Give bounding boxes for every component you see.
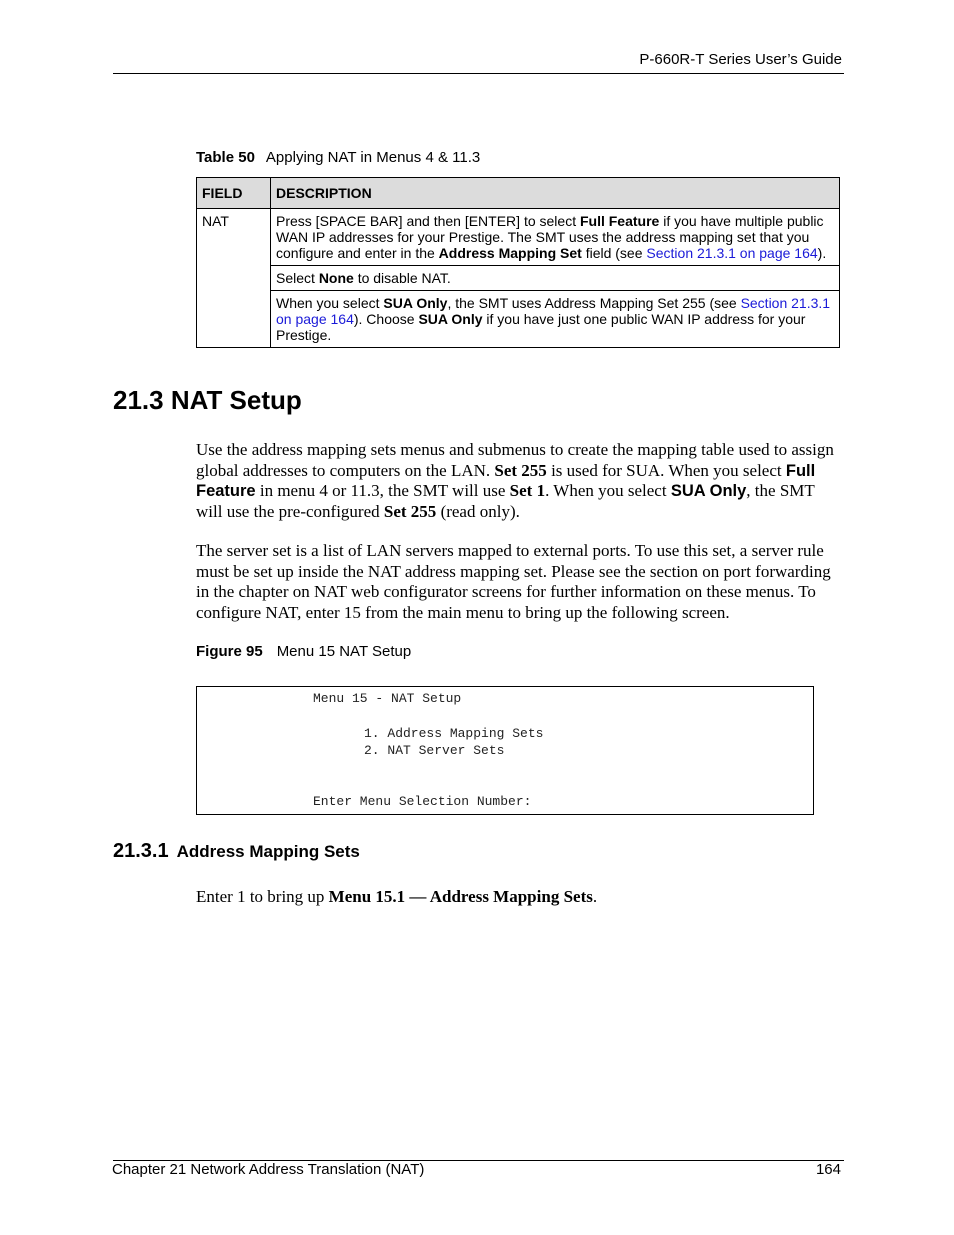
text: if you have multiple public WAN IP addresses for your Prestige. The SMT uses the address mapping set that you configure and enter in the [276, 213, 824, 261]
text: in menu 4 or 11.3, the SMT will use [255, 481, 510, 500]
paragraph-enter [196, 887, 844, 908]
column-header-field: FIELD [197, 178, 271, 209]
menu-item-nat-server-sets: 2. NAT Server Sets [364, 743, 505, 758]
text: to disable NAT. [353, 270, 451, 286]
paragraph-server-set: The server set is a list of LAN servers mapped to external ports. To use this set, a server rule must be set up inside the NAT address mapping set. Please see the section on port forwarding in the chapter on NAT web configurator screens for further information on these menus. To configure NAT, enter 15 from the main menu to bring up the following screen. [196, 541, 831, 622]
text: Press [SPACE BAR] and then [ENTER] to select [276, 213, 580, 229]
field-cell: NAT [197, 209, 271, 348]
description-cell [271, 291, 840, 348]
menu-screen [196, 686, 814, 815]
table-caption [196, 149, 480, 166]
text: Enter 1 to bring up [196, 887, 329, 906]
bold-term: Full Feature [579, 213, 660, 229]
paragraph-intro [196, 440, 844, 522]
bold-term: SUA Only [670, 482, 747, 500]
text: , the SMT uses Address Mapping Set 255 (see [447, 295, 741, 311]
figure-caption [196, 643, 411, 660]
text: Select [276, 270, 319, 286]
subsection-title: Address Mapping Sets [176, 842, 360, 861]
bold-term: Full Feature [196, 461, 816, 500]
text: ). Choose [353, 311, 419, 327]
text: if you have just one public WAN IP address for your Prestige. [276, 311, 806, 343]
section-link[interactable]: Section 21.3.1 on page 164 [646, 245, 818, 261]
subsection-heading [113, 840, 360, 863]
section-heading: 21.3 NAT Setup [113, 385, 302, 415]
header-rule [113, 73, 844, 74]
table-caption-label: Table 50 [196, 149, 255, 166]
nat-table [196, 177, 840, 348]
bold-term: Set 255 [494, 460, 547, 480]
running-header: P-660R-T Series User’s Guide [639, 51, 842, 68]
bold-term: Set 1 [509, 481, 546, 500]
subsection-number: 21.3.1 [113, 840, 169, 862]
bold-term: None [318, 270, 354, 286]
menu-item-address-mapping-sets: 1. Address Mapping Sets [364, 726, 544, 741]
bold-term: Set 255 [383, 501, 437, 521]
table-row [197, 291, 840, 348]
bold-term: SUA Only [383, 295, 448, 311]
text: Use the address mapping sets menus and submenus to create the mapping table used to assign global addresses to computers on the LAN. [196, 440, 834, 480]
description-cell [271, 209, 840, 266]
table-row [197, 209, 840, 266]
text: (read only). [436, 501, 520, 521]
text: . [592, 887, 598, 906]
text: . When you select [545, 481, 671, 500]
table-caption-text: Applying NAT in Menus 4 & 11.3 [265, 149, 481, 166]
footer-chapter: Chapter 21 Network Address Translation (NAT) [112, 1161, 425, 1178]
text: ). [817, 245, 827, 261]
text: , the SMT will use the pre-configured [196, 481, 815, 521]
figure-caption-text: Menu 15 NAT Setup [276, 643, 412, 660]
table-row [197, 266, 840, 291]
bold-term: Address Mapping Set [438, 245, 582, 261]
description-cell [271, 266, 840, 291]
bold-term: SUA Only [418, 311, 483, 327]
menu-title: Menu 15 - NAT Setup [313, 691, 462, 706]
bold-term: Menu 15.1 — Address Mapping Sets [328, 887, 593, 906]
text: field (see [581, 245, 647, 261]
figure-caption-label: Figure 95 [196, 643, 263, 660]
page-number: 164 [815, 1161, 841, 1178]
section-link[interactable]: Section 21.3.1 on page 164 [276, 295, 831, 327]
table-header-row [197, 178, 840, 209]
text: When you select [276, 295, 384, 311]
menu-prompt: Enter Menu Selection Number: [313, 794, 532, 809]
column-header-description: DESCRIPTION [271, 178, 840, 209]
text: is used for SUA. When you select [546, 460, 786, 480]
